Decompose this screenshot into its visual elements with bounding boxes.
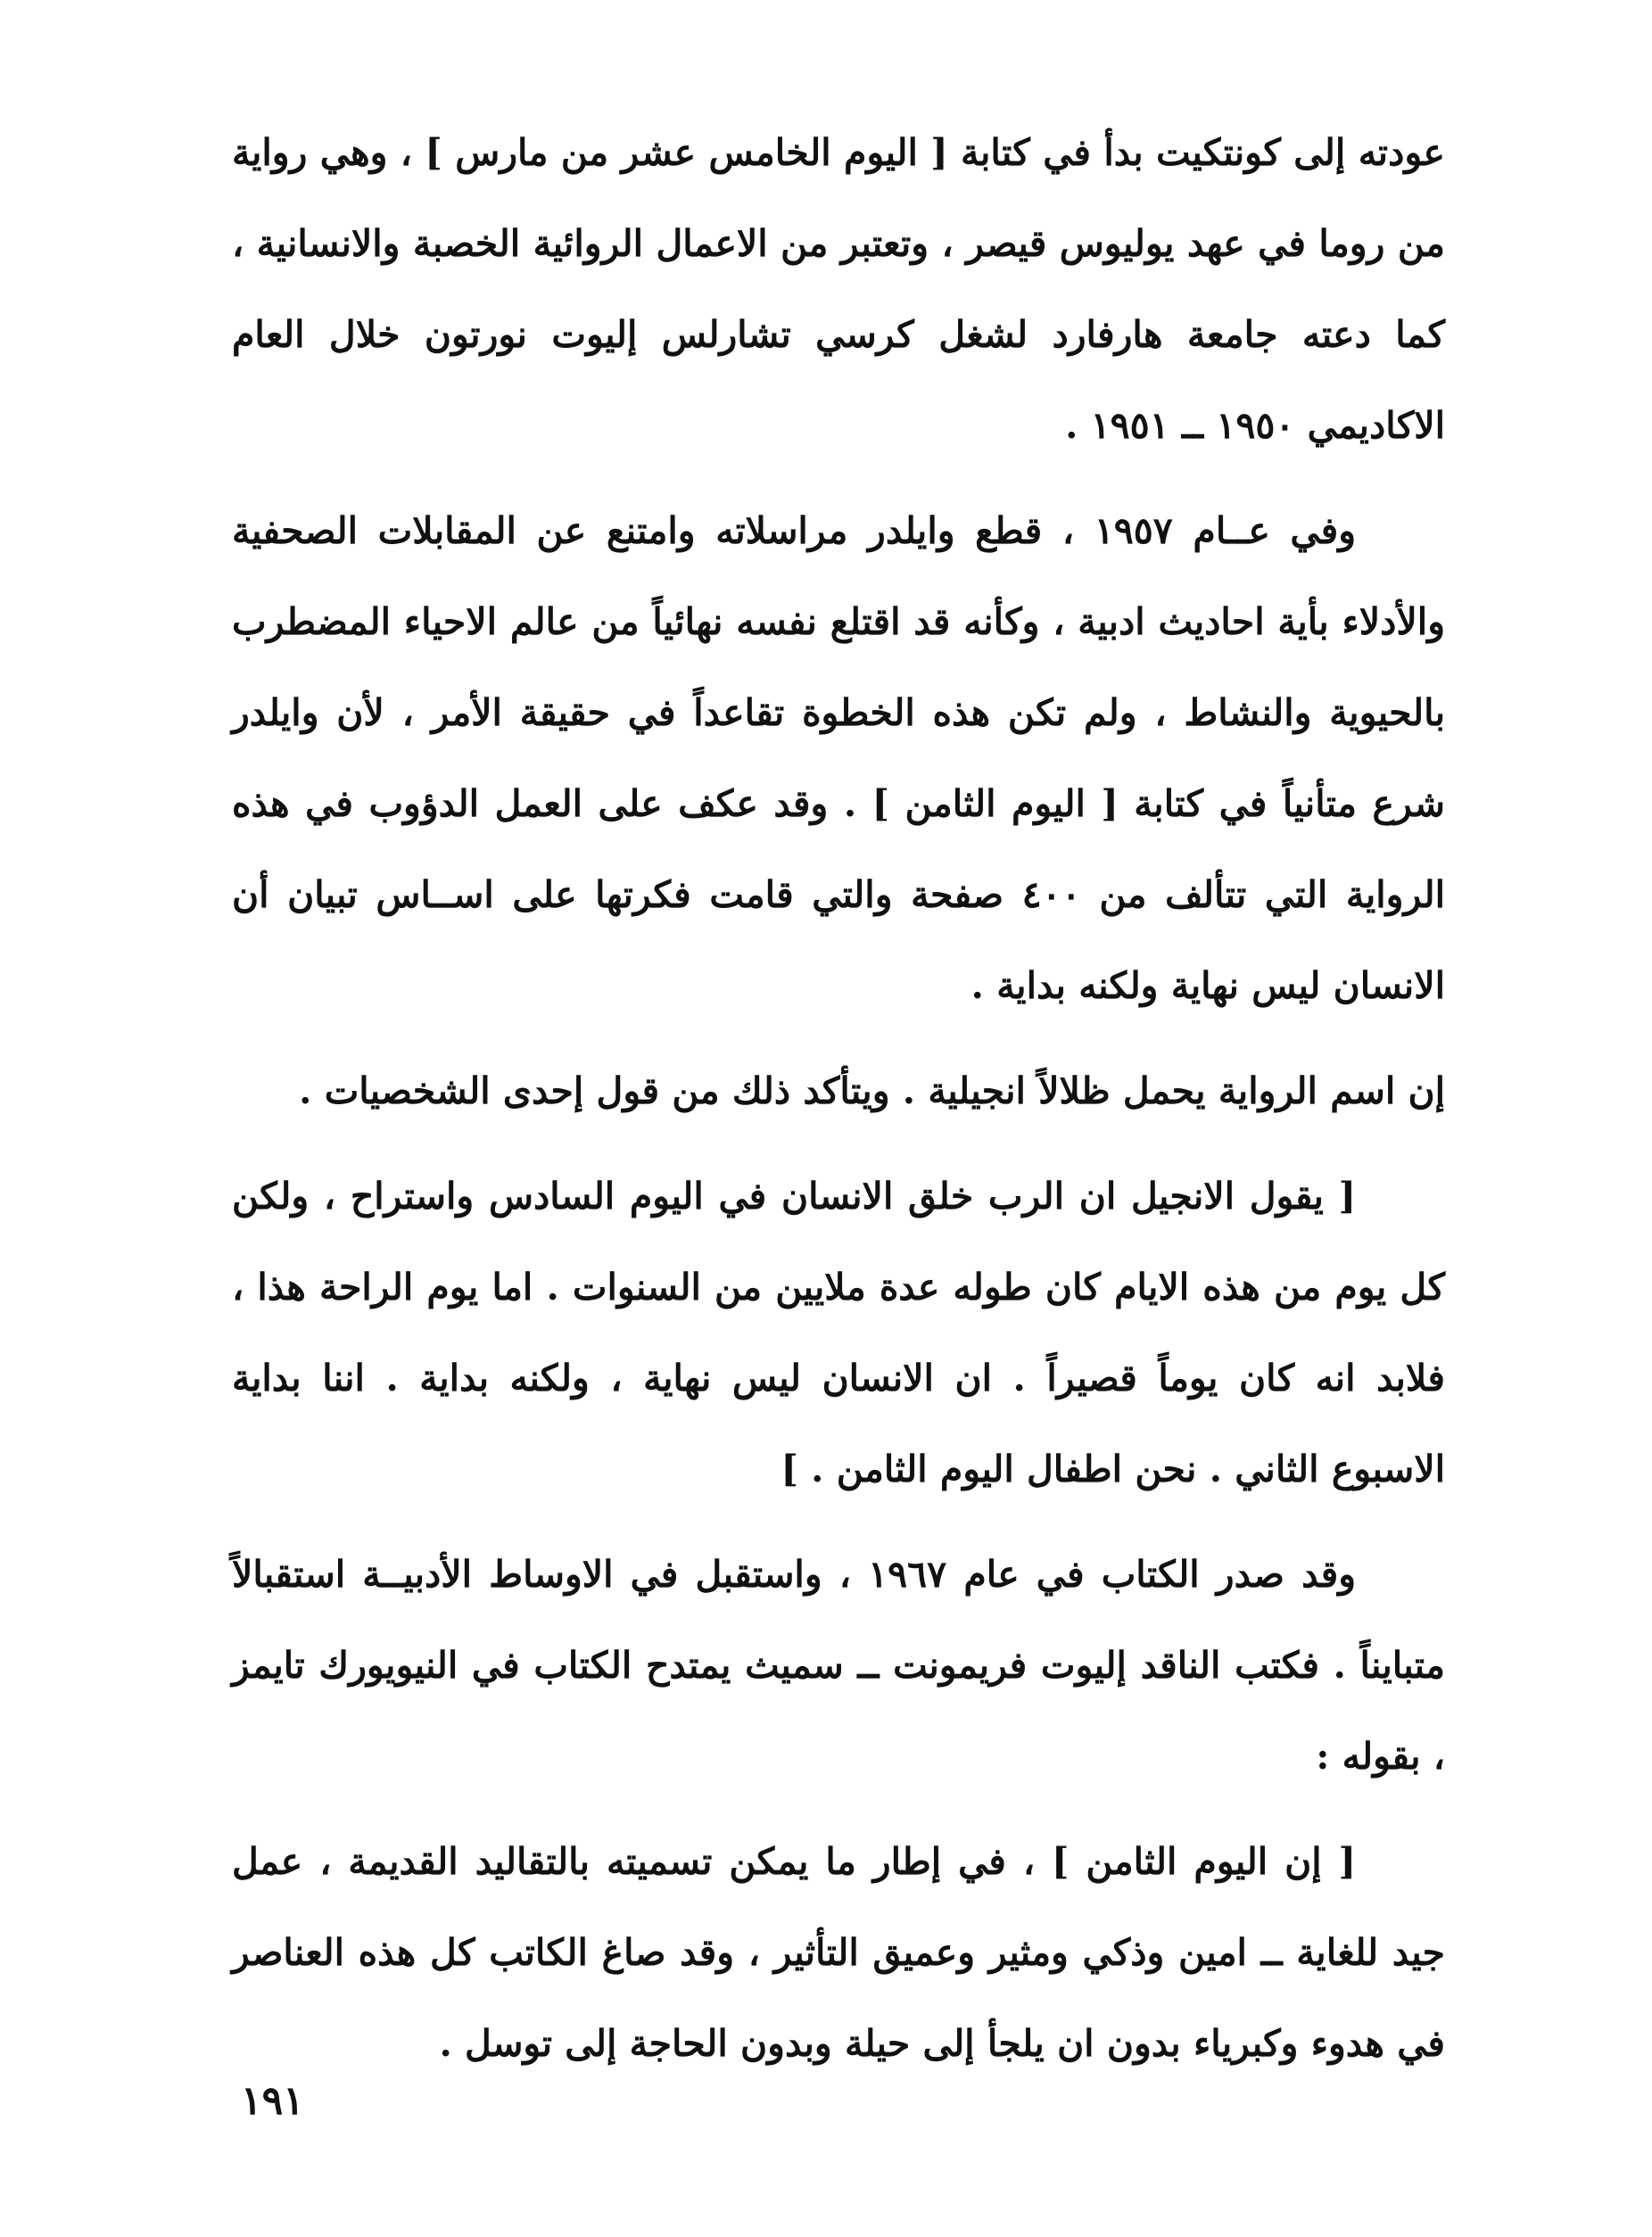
paragraph-1: عودته إلى كونتكيت بدأ في كتابة [ اليوم الخامس عشر من مارس ] ، وهي رواية من روما في عهد يوليوس قيصر ، وتعتبر من الاعمال الروائية الخصبة والانسانية ، كما دعته جامعة هارفارد لشغل كرسي تشارلس إليوت نورتون خلال العام الاكاديمي ١٩٥٠ ــ ١٩٥١ . [232,131,1445,447]
page-number: ١٩١ [241,2078,304,2124]
paragraph-4-quote: [ يقول الانجيل ان الرب خلق الانسان في اليوم السادس واستراح ، ولكن كل يوم من هذه الايام كان طوله عدة ملايين من السنوات . اما يوم الراحة هذا ، فلابد انه كان يوماً قصيراً . ان الانسان ليس نهاية ، ولكنه بداية . اننا بداية الاسبوع الثاني . نحن اطفال اليوم الثامن . ] [232,1175,1445,1490]
paragraph-5: وقد صدر الكتاب في عام ١٩٦٧ ، واستقبل في الاوساط الأدبيــة استقبالاً متبايناً . فكتب الناقد إليوت فريمونت ــ سميث يمتدح الكتاب في النيويورك تايمز ، بقوله : [232,1553,1445,1778]
paragraph-2: وفي عــام ١٩٥٧ ، قطع وايلدر مراسلاته وامتنع عن المقابلات الصحفية والأدلاء بأية احاديث ادبية ، وكأنه قد اقتلع نفسه نهائياً من عالم الاحياء المضطرب بالحيوية والنشاط ، ولم تكن هذه الخطوة تقاعداً في حقيقة الأمر ، لأن وايلدر شرع متأنياً في كتابة [ اليوم الثامن ] . وقد عكف على العمل الدؤوب في هذه الرواية التي تتألف من ٤٠٠ صفحة والتي قامت فكرتها على اســاس تبيان أن الانسان ليس نهاية ولكنه بداية . [232,509,1445,1007]
paragraph-6-quote: [ إن اليوم الثامن ] ، في إطار ما يمكن تسميته بالتقاليد القديمة ، عمل جيد للغاية ــ امين وذكي ومثير وعميق التأثير ، وقد صاغ الكاتب كل هذه العناصر في هدوء وكبرياء بدون ان يلجأ إلى حيلة وبدون الحاجة إلى توسل . [232,1840,1445,2065]
paragraph-3: إن اسم الرواية يحمل ظلالاً انجيلية . ويتأكد ذلك من قول إحدى الشخصيات . [299,1069,1445,1112]
body-text [232,107,1445,2103]
